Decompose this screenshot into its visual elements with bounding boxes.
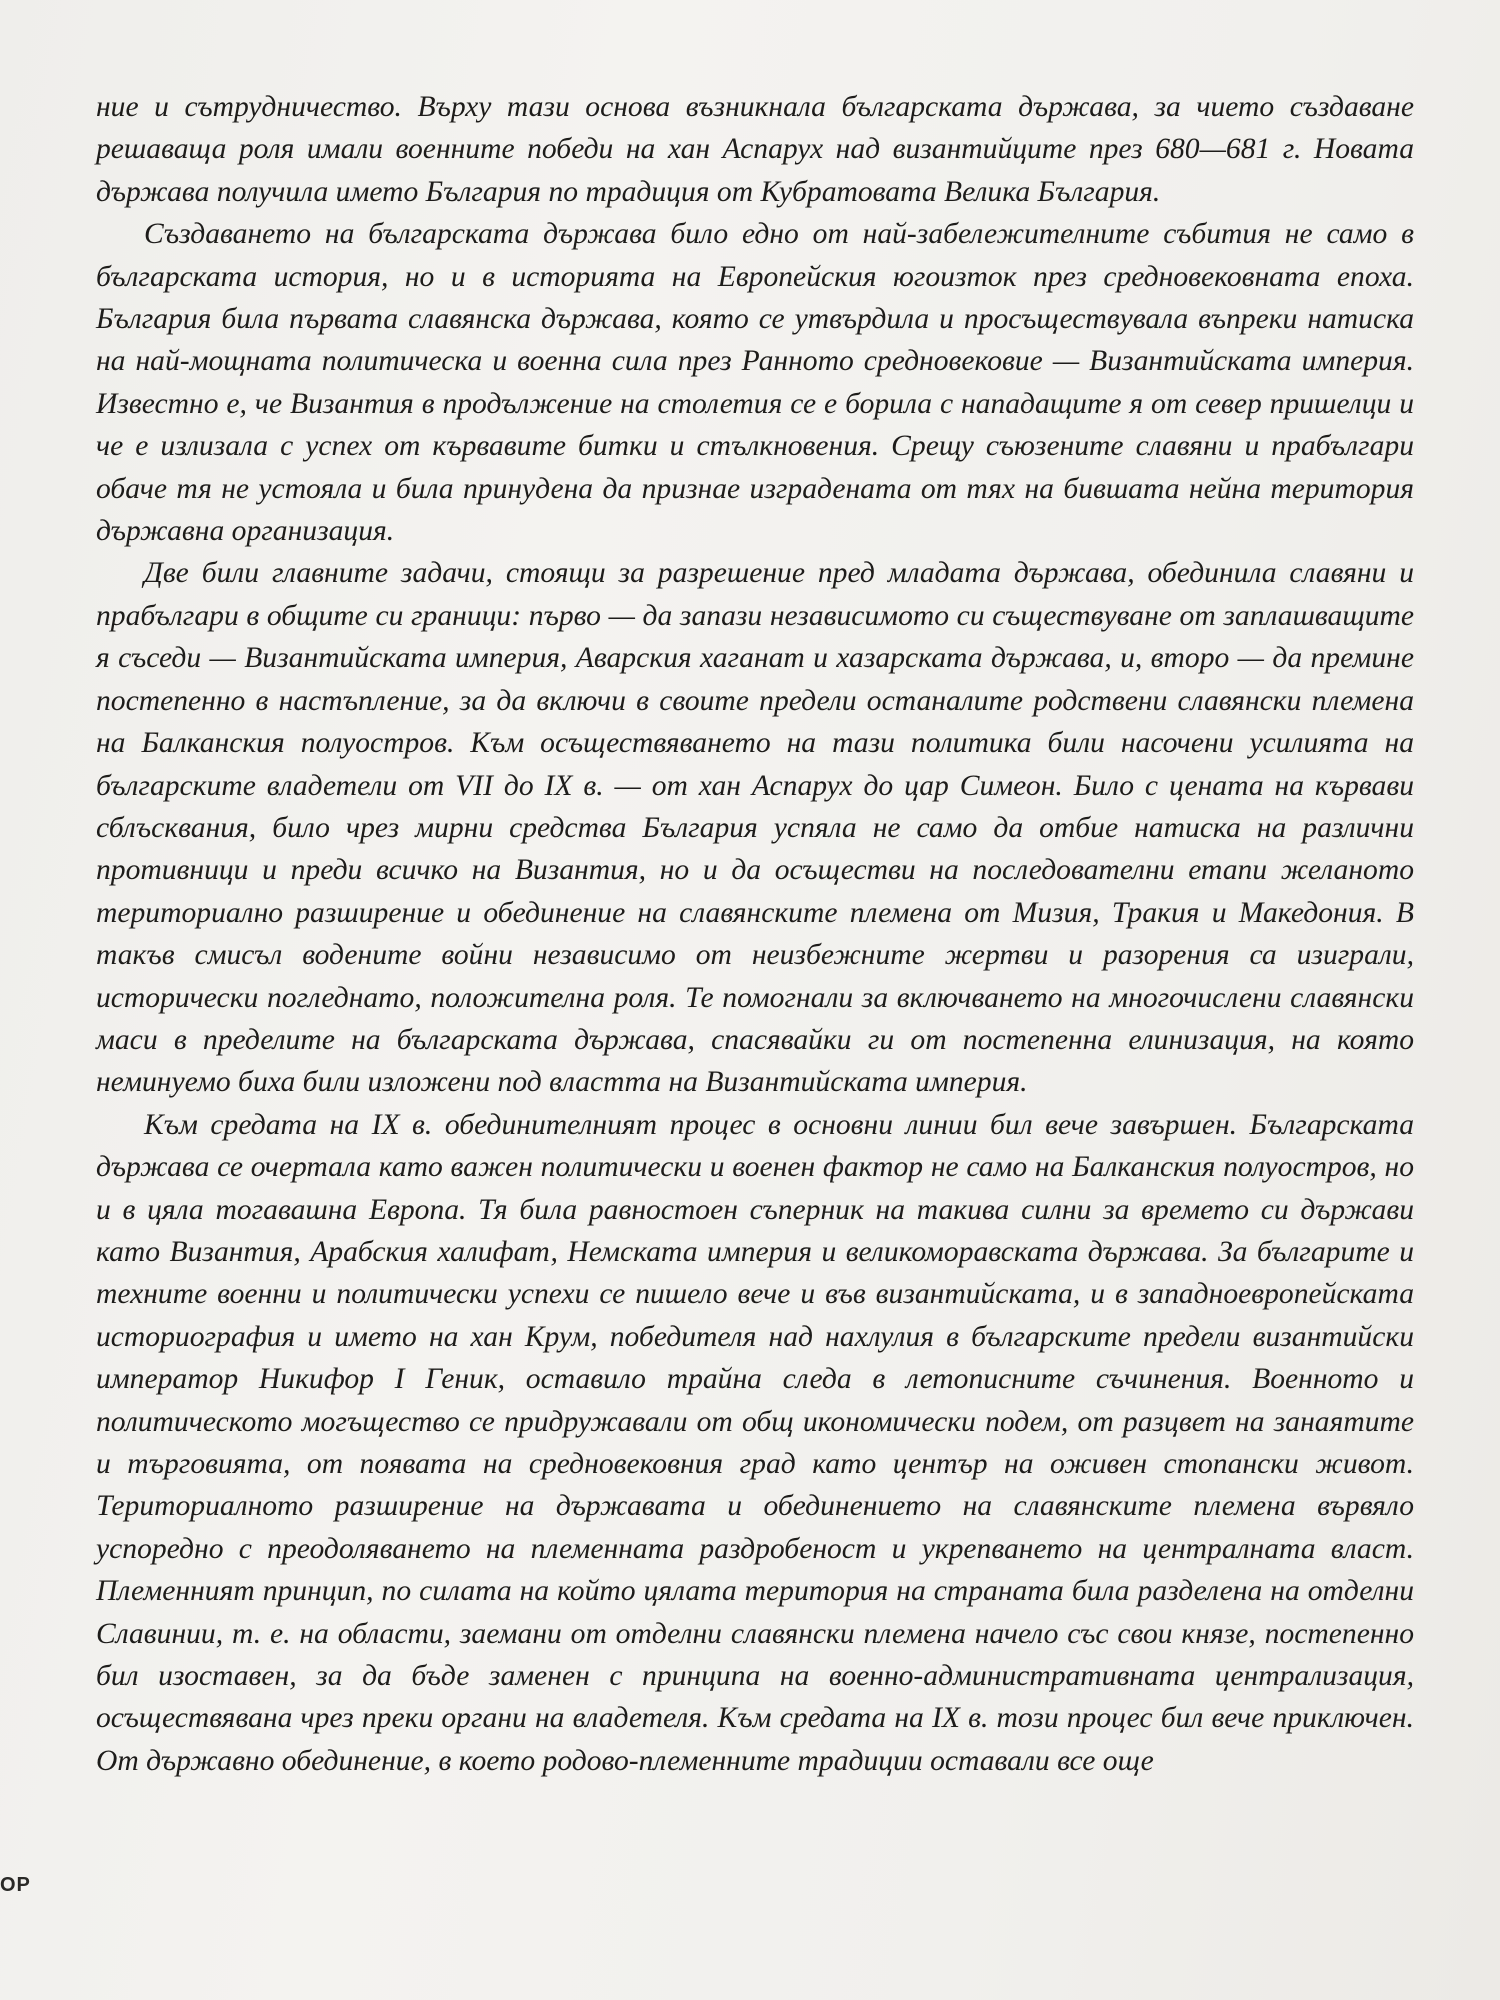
paragraph-3: Две били главните задачи, стоящи за разрешение пред младата държава, обединила славяни и прабългари в общите си граници: първо — да запази независимото си съществуване от заплашващите я съседи — Византийската империя, Аварския хаганат и хазарската държава, и, второ — да премине постепенно в настъпление, за да включи в своите предели останалите родствени славянски племена на Балканския полуостров. Към осъществяването на тази политика били насочени усилията на българските владетели от VII до IX в. — от хан Аспарух до цар Симеон. Било с цената на кървави сблъсквания, било чрез мирни средства България успяла не само да отбие натиска на различни противници и преди всичко на Византия, но и да осъществи на последователни етапи желаното териториално разширение и обединение на славянските племена от Мизия, Тракия и Македония. В такъв смисъл водените войни независимо от неизбежните жертви и разорения са изиграли, исторически погледнато, положителна роля. Те помогнали за включването на многочислени славянски маси в пределите на българската държава, спасявайки ги от постепенна елинизация, на която неминуемо биха били изложени под властта на Византийската империя. <box>96 557 1414 1099</box>
page-folio: ОР <box>0 1874 31 1896</box>
paragraph-2: Създаването на българската държава било едно от най-забележителните събития не само в българската история, но и в историята на Европейския югоизток през средновековната епоха. България била първата славянска държава, която се утвърдила и просъществувала въпреки натиска на най-мощната политическа и военна сила през Ранното средновековие — Византийската империя. Известно е, че Византия в продължение на столетия се е борила с нападащите я от север пришелци и че е излизала с успех от кървавите битки и стълкновения. Срещу съюзените славяни и прабългари обаче тя не устояла и била принудена да признае изградената от тях на бившата нейна територия държавна организация. <box>96 218 1414 548</box>
paragraph-4: Към средата на IX в. обединителният процес в основни линии бил вече завършен. Българската държава се очертала като важен политически и военен фактор не само на Балканския полуостров, но и в цяла тогавашна Европа. Тя била равностоен съперник на такива силни за времето си държави като Византия, Арабския халифат, Немската империя и великоморавската държава. За българите и техните военни и политически успехи се пишело вече и във византийската, и в западноевропейската историография и името на хан Крум, победителя над нахлулия в българските предели византийски император Никифор I Геник, оставило трайна следа в летописните съчинения. Военното и политическото могъщество се придружавали от общ икономически подем, от разцвет на занаятите и търговията, от появата на средновековния град като център на оживен стопански живот. Териториалното разширение на държавата и обединението на славянските племена вървяло успоредно с преодоляването на племенната раздробеност и укрепването на централната власт. Племенният принцип, по силата на който цялата територия на страната била разделена на отделни Славинии, т. е. на области, заемани от отделни славянски племена начело със свои князе, постепенно бил изоставен, за да бъде заменен с принципа на военно-административната централизация, осъществявана чрез преки органи на владетеля. Към средата на IX в. този процес бил вече приключен. От държавно обединение, в което родово-племенните традиции оставали все още <box>96 1108 1414 1777</box>
paragraph-1: ние и сътрудничество. Върху тази основа възникнала българската държава, за чието създаване решаваща роля имали военните победи на хан Аспарух над византийците през 680—681 г. Новата държава получила името България по традиция от Кубратовата Велика България. <box>96 91 1414 208</box>
body-text <box>96 86 1414 1782</box>
